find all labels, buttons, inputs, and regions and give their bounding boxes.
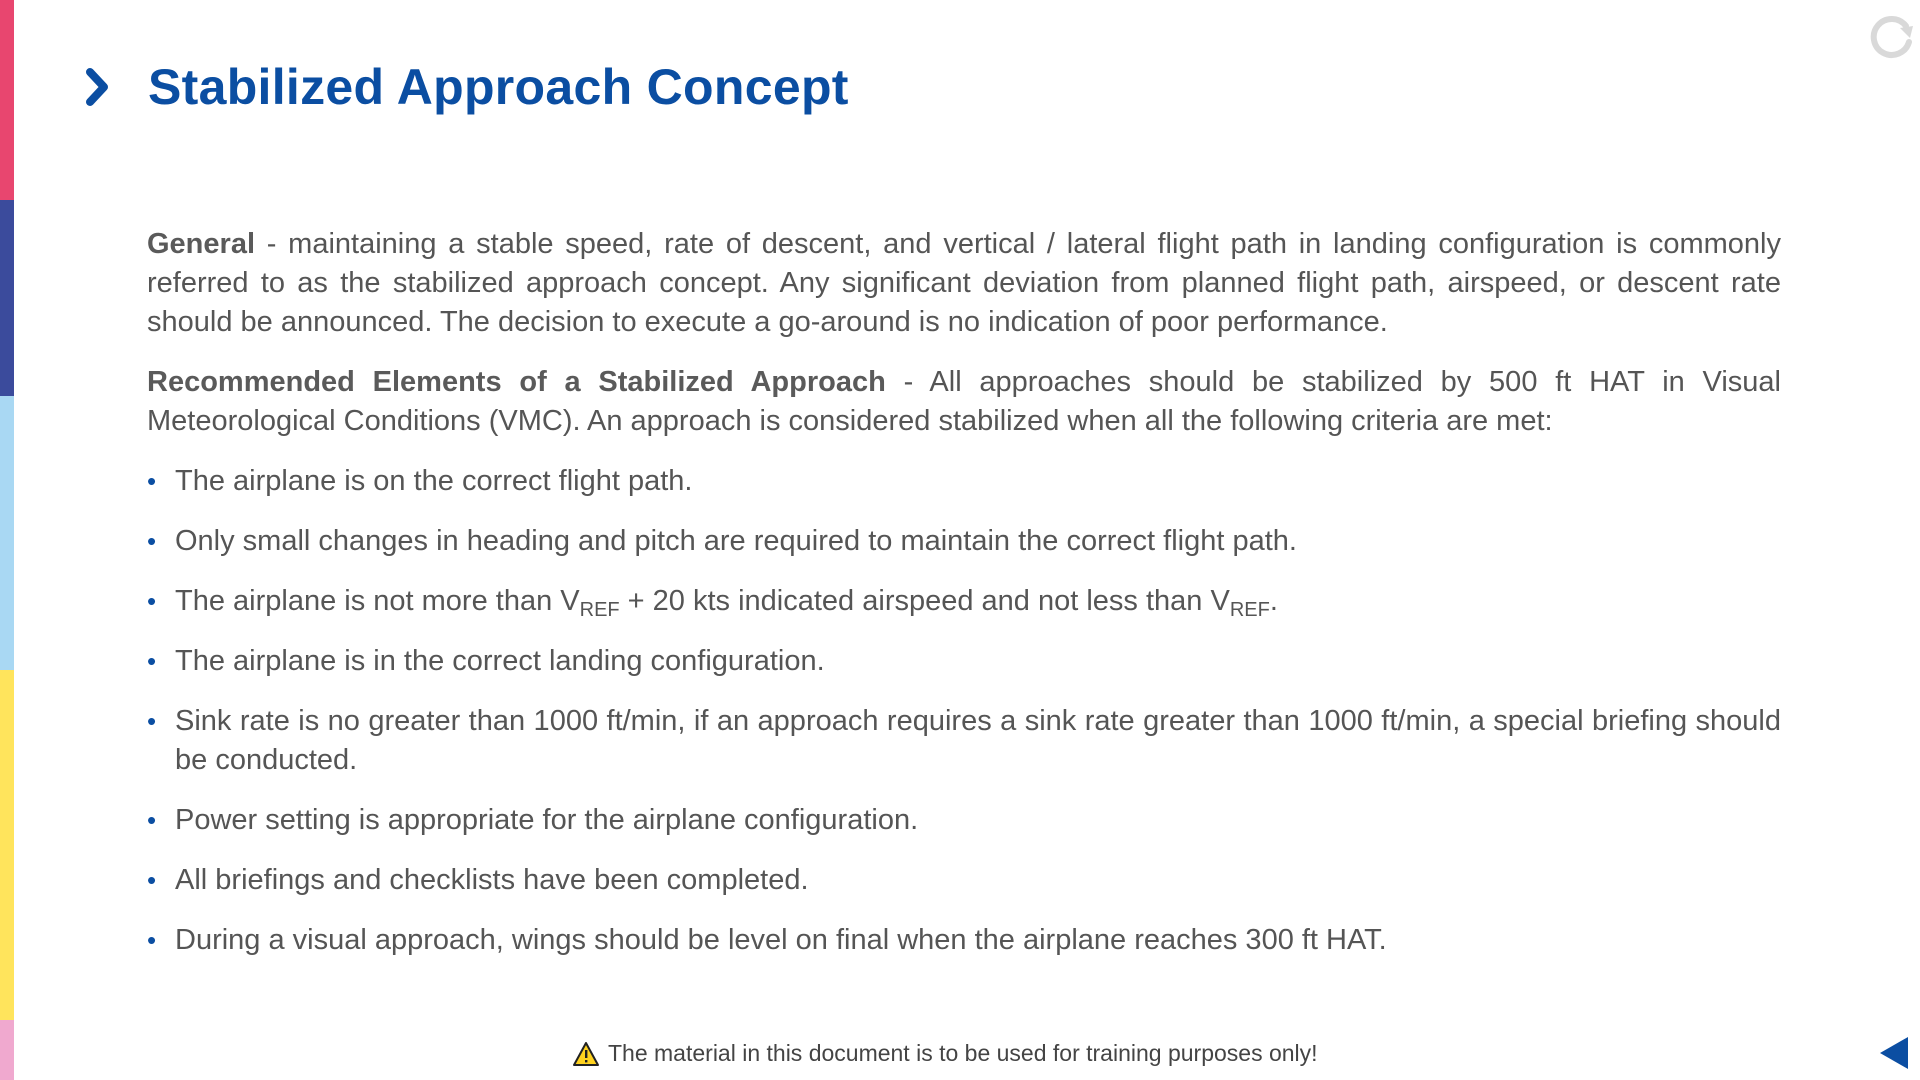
vref-text-part3: . <box>1269 585 1278 617</box>
decorative-side-strip <box>0 0 14 1080</box>
criteria-list <box>147 462 1781 960</box>
back-arrow-icon[interactable] <box>1878 1035 1910 1071</box>
list-item: • The airplane is in the correct landing configuration. <box>147 642 1781 681</box>
vref-text-part1: The airplane is not more than V <box>175 585 580 617</box>
chevron-right-icon <box>84 67 112 107</box>
strip-segment-yellow <box>0 670 14 1020</box>
general-label: General <box>147 228 255 260</box>
list-item: • Power setting is appropriate for the airplane configuration. <box>147 801 1781 840</box>
list-item: • During a visual approach, wings should be level on final when the airplane reaches 300 ft HAT. <box>147 921 1781 960</box>
strip-segment-pink <box>0 1020 14 1080</box>
vref-subscript: REF <box>579 599 620 621</box>
strip-segment-lightblue <box>0 396 14 670</box>
vref-subscript: REF <box>1229 599 1270 621</box>
general-text: - maintaining a stable speed, rate of descent, and vertical / lateral flight path in landing configuration is commonly referred to as the stabilized approach concept. Any significant deviation from planned flight path, airspeed, or descent rate should be announced. The decision to execute a go-around is no indication of poor performance. <box>147 228 1781 338</box>
strip-segment-red <box>0 0 14 200</box>
recommended-label: Recommended Elements of a Stabilized Approach <box>147 366 886 398</box>
list-item: • All briefings and checklists have been completed. <box>147 861 1781 900</box>
list-item: • Only small changes in heading and pitch are required to maintain the correct flight path. <box>147 522 1781 561</box>
disclaimer-text: The material in this document is to be used for training purposes only! <box>608 1040 1318 1066</box>
page-title: Stabilized Approach Concept <box>148 59 849 115</box>
content-body <box>147 225 1781 981</box>
recommended-paragraph <box>147 363 1781 441</box>
list-item: • The airplane is on the correct flight path. <box>147 462 1781 501</box>
strip-segment-navy <box>0 200 14 396</box>
general-paragraph <box>147 225 1781 342</box>
refresh-icon[interactable] <box>1866 12 1916 62</box>
recommended-text: - All approaches should be stabilized by 500 ft HAT in Visual Meteorological Conditions (VMC). An approach is considered stabilized when all the following criteria are met: <box>147 366 1781 437</box>
warning-icon <box>572 1041 600 1067</box>
list-item <box>147 582 1781 621</box>
footer-disclaimer <box>572 1040 1318 1067</box>
title-row <box>84 58 849 116</box>
vref-text-part2: + 20 kts indicated airspeed and not less than V <box>619 585 1230 617</box>
list-item: • Sink rate is no greater than 1000 ft/min, if an approach requires a sink rate greater than 1000 ft/min, a special briefing should be conducted. <box>147 702 1781 780</box>
